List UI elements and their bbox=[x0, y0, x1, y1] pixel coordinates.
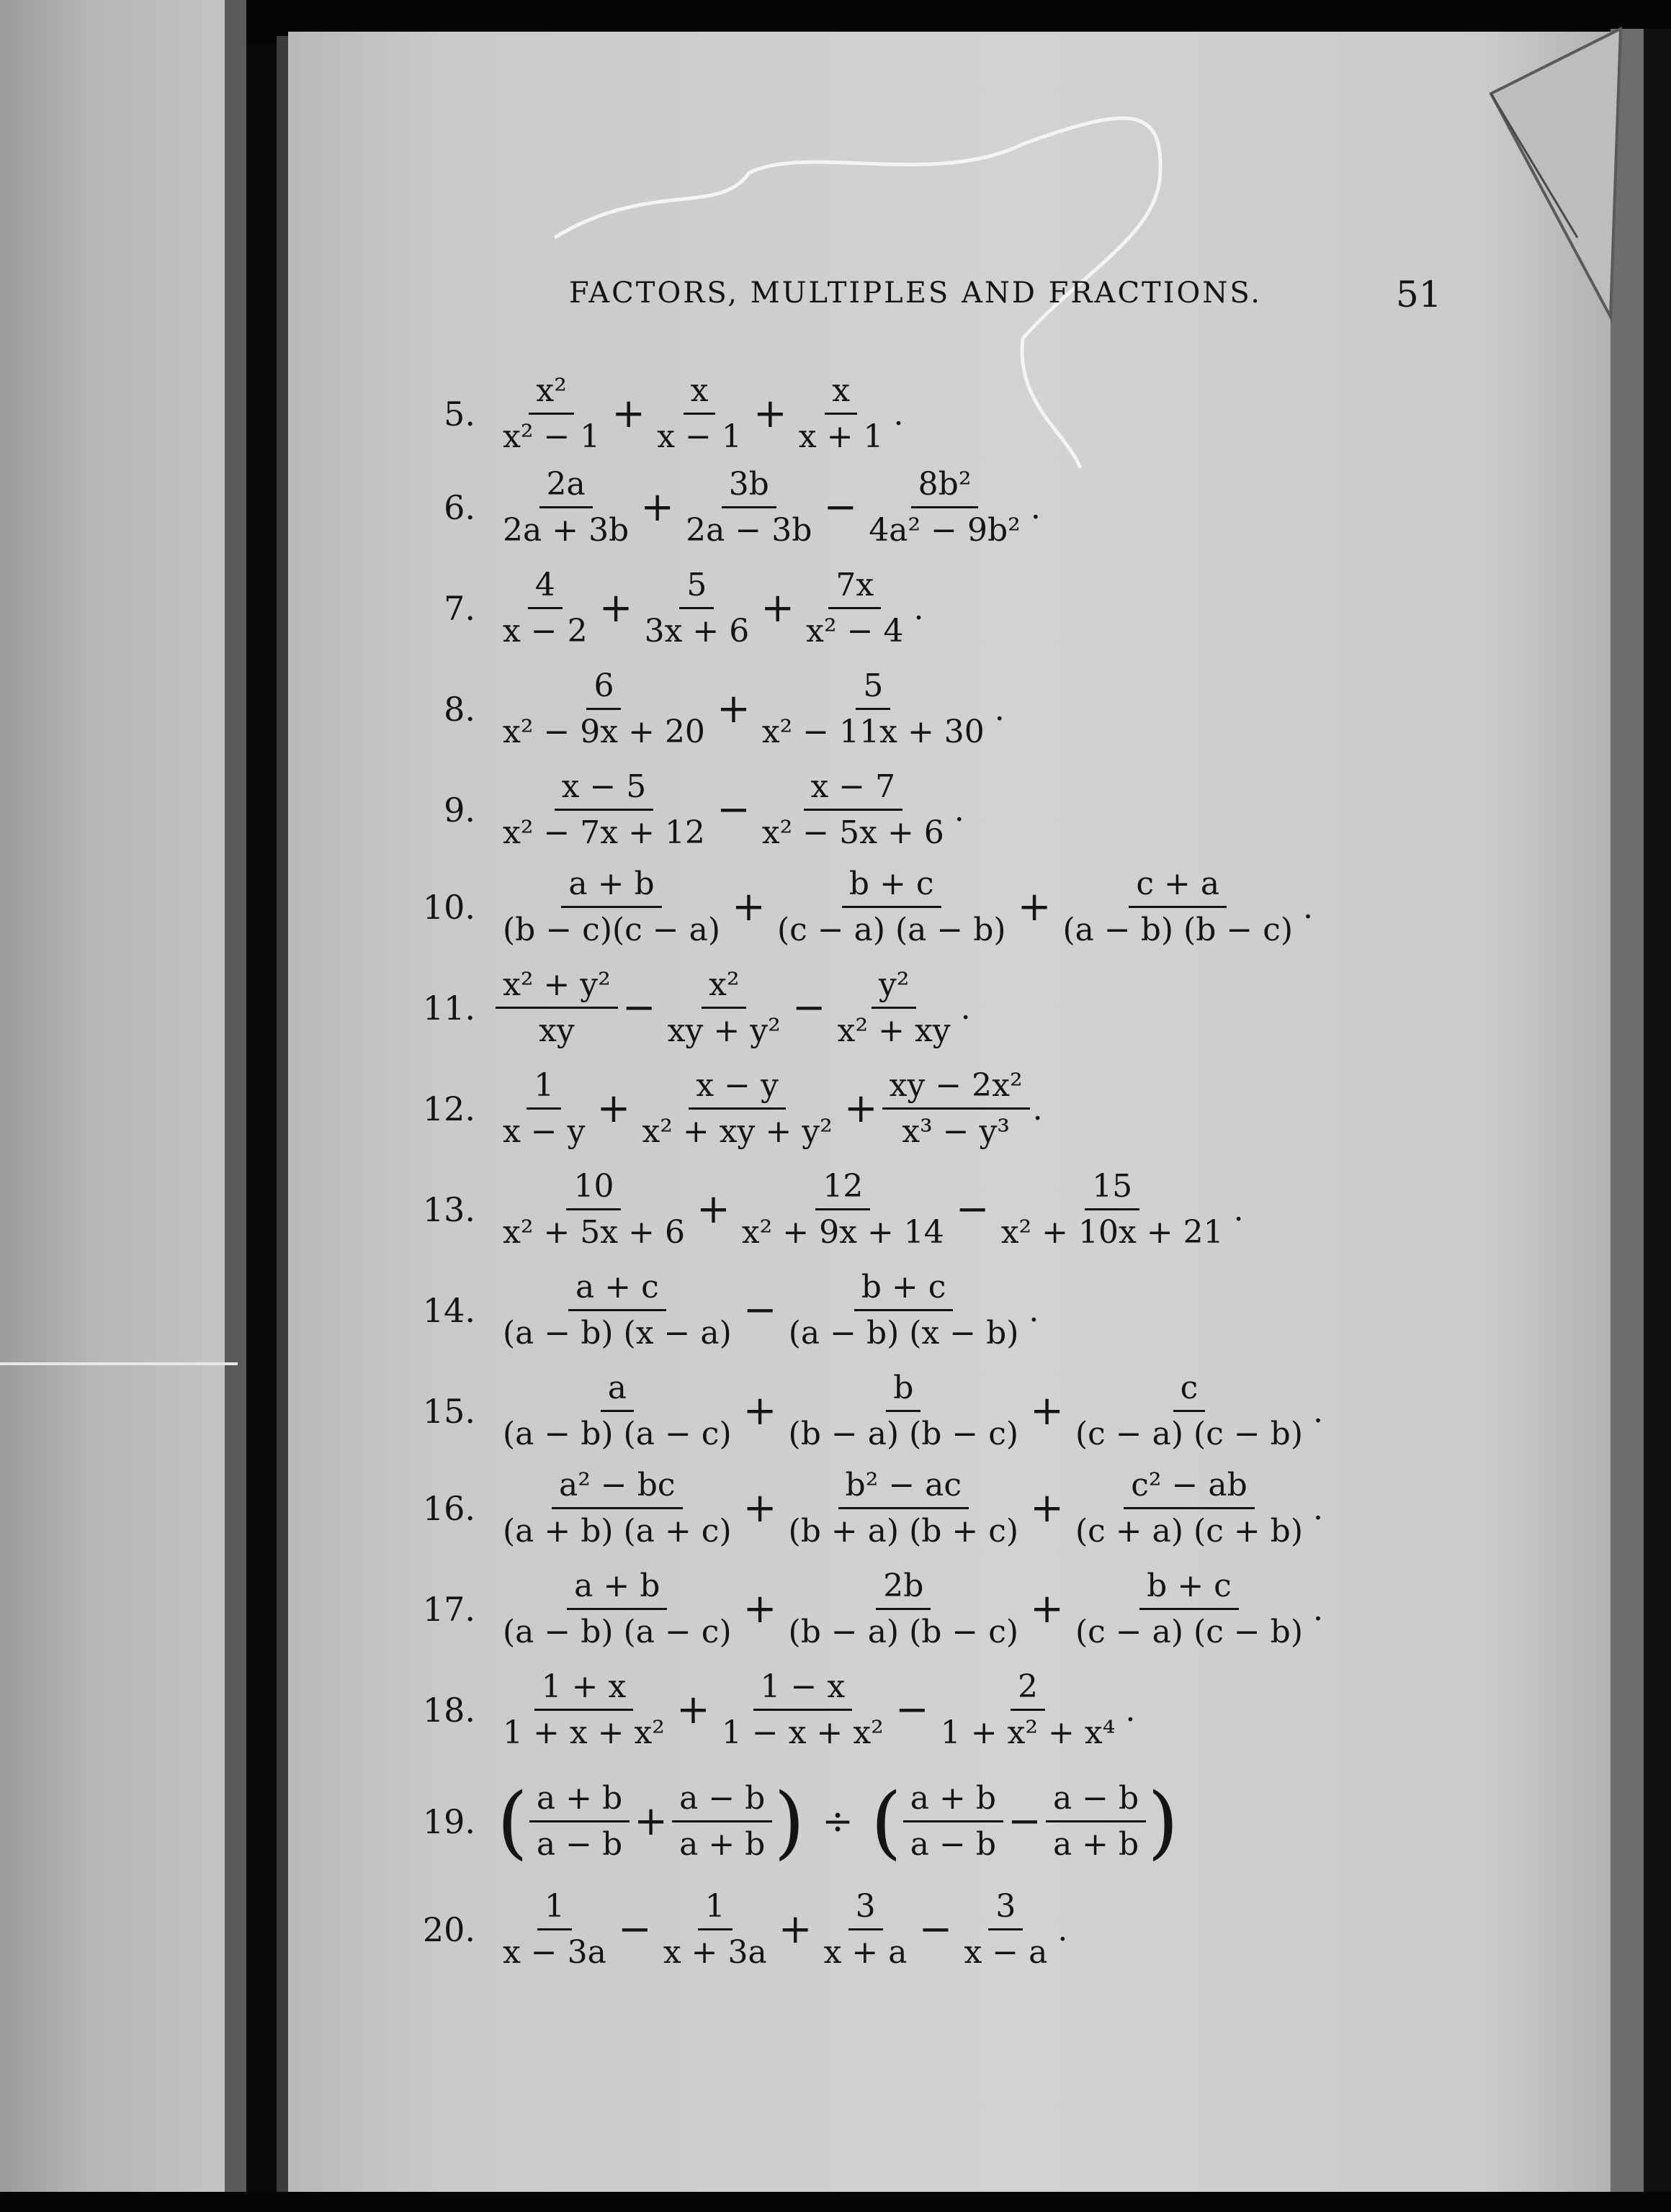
fraction bbox=[882, 1068, 1030, 1150]
operator: + bbox=[732, 884, 766, 930]
exercise-item bbox=[389, 1567, 1324, 1650]
fraction bbox=[496, 1370, 739, 1452]
operator: − bbox=[743, 1287, 777, 1334]
numerator: x − 7 bbox=[804, 769, 903, 811]
end-punctuation: . bbox=[1313, 1490, 1324, 1527]
numerator: 1 bbox=[698, 1889, 733, 1930]
exercise-number: 13. bbox=[422, 1190, 475, 1229]
exercise-item bbox=[389, 1668, 1136, 1751]
exercise-item bbox=[389, 968, 971, 1048]
fraction bbox=[660, 967, 788, 1049]
fraction bbox=[496, 467, 636, 549]
fraction bbox=[656, 1889, 774, 1971]
numerator: 8b² bbox=[911, 467, 979, 508]
numerator: a bbox=[601, 1370, 634, 1412]
numerator: 3 bbox=[988, 1889, 1023, 1930]
end-punctuation: . bbox=[1030, 489, 1041, 526]
expression bbox=[496, 1370, 1323, 1452]
numerator: x bbox=[684, 373, 716, 415]
divide-operator: ÷ bbox=[822, 1800, 854, 1843]
fraction bbox=[994, 1169, 1231, 1251]
exercise-number: 7. bbox=[444, 589, 475, 628]
end-punctuation: . bbox=[1303, 889, 1314, 926]
exercise-number: 10. bbox=[422, 888, 475, 927]
denominator: (c − a) (c − b) bbox=[1075, 1613, 1304, 1650]
fraction bbox=[496, 1568, 739, 1650]
numerator: x² bbox=[702, 967, 746, 1009]
expression bbox=[496, 1889, 1067, 1971]
fraction bbox=[1055, 866, 1300, 948]
fraction bbox=[496, 1169, 692, 1251]
exercise-item bbox=[389, 374, 903, 454]
denominator: x² + xy + y² bbox=[642, 1112, 833, 1150]
expression bbox=[496, 1669, 1135, 1751]
exercise-item bbox=[389, 566, 924, 649]
denominator: x − a bbox=[964, 1933, 1048, 1971]
end-punctuation: . bbox=[913, 590, 924, 627]
operator: + bbox=[1017, 884, 1052, 930]
operator: − bbox=[1008, 1798, 1041, 1845]
expression bbox=[496, 1169, 1244, 1251]
exercise-number: 6. bbox=[444, 488, 475, 527]
denominator: (b − a) (b − c) bbox=[788, 1415, 1019, 1452]
denominator: a + b bbox=[679, 1825, 766, 1863]
numerator: b² − ac bbox=[838, 1467, 969, 1509]
denominator: (a − b) (b − c) bbox=[1062, 911, 1294, 948]
end-punctuation: . bbox=[1313, 1591, 1324, 1628]
numerator: x² bbox=[529, 373, 573, 415]
fraction bbox=[1068, 1370, 1310, 1452]
fraction bbox=[817, 1889, 915, 1971]
end-punctuation: . bbox=[1057, 1911, 1068, 1948]
fraction bbox=[496, 567, 595, 649]
denominator: x² + 10x + 21 bbox=[1000, 1213, 1224, 1251]
fraction bbox=[1046, 1781, 1146, 1863]
fraction bbox=[781, 1568, 1026, 1650]
fraction bbox=[781, 1370, 1026, 1452]
operator: + bbox=[596, 1085, 631, 1132]
numerator: xy − 2x² bbox=[882, 1068, 1030, 1110]
left-parenthesis: ( bbox=[497, 1776, 528, 1868]
numerator: 1 bbox=[537, 1889, 572, 1930]
operator: + bbox=[743, 1586, 777, 1632]
fraction bbox=[496, 1269, 739, 1352]
denominator: x² − 7x + 12 bbox=[503, 814, 705, 851]
fraction bbox=[678, 467, 819, 549]
left-parenthesis: ( bbox=[870, 1776, 902, 1868]
denominator: a + b bbox=[1052, 1825, 1139, 1863]
expression bbox=[496, 567, 923, 649]
denominator: 3x + 6 bbox=[644, 612, 750, 649]
exercise-number: 8. bbox=[444, 690, 475, 729]
numerator: 1 − x bbox=[753, 1669, 853, 1711]
numerator: 3 bbox=[848, 1889, 883, 1930]
numerator: x − y bbox=[689, 1068, 786, 1110]
fraction bbox=[496, 1669, 672, 1751]
end-punctuation: . bbox=[1032, 1090, 1043, 1128]
numerator: a + b bbox=[561, 866, 661, 908]
denominator: 2a + 3b bbox=[503, 511, 630, 549]
right-parenthesis: ) bbox=[774, 1776, 805, 1868]
exercise-number: 15. bbox=[422, 1392, 475, 1431]
exercise-item bbox=[389, 1369, 1324, 1452]
operator: − bbox=[792, 984, 826, 1031]
operator: + bbox=[743, 1485, 777, 1532]
expression bbox=[496, 1068, 1043, 1150]
numerator: a − b bbox=[672, 1781, 772, 1822]
fraction bbox=[957, 1889, 1054, 1971]
exercise-item bbox=[389, 770, 964, 850]
expression bbox=[496, 373, 903, 455]
exercise-item bbox=[389, 1887, 1068, 1971]
denominator: (b + a) (b + c) bbox=[788, 1512, 1019, 1550]
numerator: 6 bbox=[586, 668, 621, 710]
operator: − bbox=[918, 1906, 953, 1953]
denominator: xy + y² bbox=[667, 1012, 781, 1049]
denominator: x² − 1 bbox=[503, 418, 601, 455]
denominator: x − y bbox=[503, 1112, 586, 1150]
fraction bbox=[496, 1068, 593, 1150]
operator: + bbox=[843, 1085, 878, 1132]
numerator: x − 5 bbox=[555, 769, 654, 811]
fraction bbox=[799, 567, 910, 649]
numerator: 5 bbox=[856, 668, 890, 710]
page-number: 51 bbox=[1396, 274, 1442, 315]
running-header: FACTORS, MULTIPLES AND FRACTIONS. bbox=[569, 276, 1263, 310]
exercise-item bbox=[389, 1066, 1043, 1150]
numerator: x² + y² bbox=[496, 967, 618, 1009]
operator: + bbox=[599, 585, 633, 631]
fraction bbox=[781, 1467, 1026, 1550]
denominator: x + 1 bbox=[798, 418, 884, 455]
expression bbox=[496, 1568, 1323, 1650]
numerator: 5 bbox=[679, 567, 714, 609]
operator: − bbox=[617, 1906, 652, 1953]
operator: + bbox=[753, 390, 787, 437]
numerator: a + b bbox=[529, 1781, 630, 1822]
exercise-number: 17. bbox=[422, 1590, 475, 1629]
numerator: 2 bbox=[1011, 1669, 1045, 1711]
denominator: x + 3a bbox=[663, 1933, 767, 1971]
denominator: 1 − x + x² bbox=[721, 1714, 884, 1751]
denominator: x² − 4 bbox=[806, 612, 904, 649]
operator: + bbox=[634, 1798, 668, 1845]
operator: − bbox=[823, 484, 858, 531]
denominator: (c + a) (c + b) bbox=[1075, 1512, 1304, 1550]
fraction bbox=[496, 769, 712, 851]
fraction bbox=[735, 1169, 951, 1251]
denominator: (c − a) (a − b) bbox=[776, 911, 1006, 948]
denominator: (a − b) (x − a) bbox=[503, 1314, 732, 1352]
fraction bbox=[781, 1269, 1026, 1352]
denominator: (a − b) (a − c) bbox=[503, 1415, 732, 1452]
end-punctuation: . bbox=[1125, 1691, 1136, 1729]
exercise-item bbox=[389, 1466, 1324, 1550]
expression bbox=[496, 1269, 1039, 1352]
operator: − bbox=[895, 1686, 929, 1733]
operator: + bbox=[611, 390, 646, 437]
denominator: x² − 11x + 30 bbox=[761, 713, 985, 750]
expression bbox=[496, 769, 964, 851]
fraction bbox=[496, 967, 618, 1049]
fraction bbox=[496, 668, 712, 750]
operator: + bbox=[1030, 1388, 1064, 1434]
fraction bbox=[792, 373, 891, 455]
numerator: 12 bbox=[815, 1169, 870, 1210]
exercise-number: 18. bbox=[422, 1691, 475, 1730]
denominator: xy bbox=[539, 1012, 575, 1049]
numerator: b bbox=[886, 1370, 920, 1412]
numerator: a − b bbox=[1046, 1781, 1146, 1822]
denominator: (a + b) (a + c) bbox=[503, 1512, 732, 1550]
fraction bbox=[496, 866, 727, 948]
exercise-number: 14. bbox=[422, 1291, 475, 1330]
numerator: b + c bbox=[854, 1269, 954, 1311]
numerator: 1 bbox=[527, 1068, 561, 1110]
expression bbox=[496, 467, 1041, 549]
operator: − bbox=[716, 786, 751, 833]
operator: + bbox=[761, 585, 795, 631]
denominator: a − b bbox=[910, 1825, 997, 1863]
end-punctuation: . bbox=[960, 989, 971, 1027]
exercise-item bbox=[389, 465, 1041, 549]
operator: + bbox=[743, 1388, 777, 1434]
exercise-number: 16. bbox=[422, 1489, 475, 1528]
fraction bbox=[1068, 1568, 1310, 1650]
numerator: a + c bbox=[568, 1269, 666, 1311]
denominator: x² + 5x + 6 bbox=[503, 1213, 685, 1251]
exercise-number: 11. bbox=[422, 989, 475, 1028]
numerator: 2b bbox=[876, 1568, 931, 1610]
fraction bbox=[637, 567, 757, 649]
operator: + bbox=[778, 1906, 812, 1953]
end-punctuation: . bbox=[1313, 1393, 1324, 1430]
denominator: 1 + x + x² bbox=[503, 1714, 665, 1751]
expression bbox=[496, 1776, 1180, 1868]
operator: + bbox=[1030, 1586, 1064, 1632]
fraction bbox=[529, 1781, 630, 1863]
denominator: x² + 9x + 14 bbox=[741, 1213, 944, 1251]
numerator: x bbox=[825, 373, 857, 415]
exercise-item bbox=[389, 1268, 1039, 1352]
exercise-item bbox=[389, 667, 1005, 750]
exercise-number: 12. bbox=[422, 1089, 475, 1128]
fraction bbox=[770, 866, 1013, 948]
denominator: x − 3a bbox=[503, 1933, 606, 1971]
operator: − bbox=[622, 984, 656, 1031]
denominator: 1 + x² + x⁴ bbox=[940, 1714, 1116, 1751]
numerator: 1 + x bbox=[534, 1669, 634, 1711]
numerator: 3b bbox=[722, 467, 776, 508]
fraction bbox=[861, 467, 1028, 549]
denominator: (c − a) (c − b) bbox=[1075, 1415, 1304, 1452]
fraction bbox=[1068, 1467, 1310, 1550]
numerator: 15 bbox=[1085, 1169, 1139, 1210]
exercise-item bbox=[389, 1167, 1244, 1251]
fraction bbox=[496, 1467, 739, 1550]
operator: + bbox=[640, 484, 675, 531]
denominator: x² + xy bbox=[837, 1012, 951, 1049]
denominator: (a − b) (x − b) bbox=[788, 1314, 1019, 1352]
fraction bbox=[650, 373, 749, 455]
numerator: 2a bbox=[539, 467, 593, 508]
numerator: y² bbox=[872, 967, 917, 1009]
numerator: c + a bbox=[1129, 866, 1227, 908]
denominator: x − 2 bbox=[503, 612, 588, 649]
exercise-number: 20. bbox=[422, 1910, 475, 1949]
fraction bbox=[830, 967, 958, 1049]
denominator: (b − a) (b − c) bbox=[788, 1613, 1019, 1650]
numerator: a + b bbox=[567, 1568, 667, 1610]
expression bbox=[496, 866, 1313, 948]
expression bbox=[496, 967, 971, 1049]
numerator: b + c bbox=[1139, 1568, 1239, 1610]
numerator: c² − ab bbox=[1124, 1467, 1255, 1509]
denominator: x³ − y³ bbox=[902, 1112, 1011, 1150]
exercise-number: 19. bbox=[422, 1802, 475, 1841]
operator: + bbox=[716, 685, 751, 732]
expression bbox=[496, 668, 1005, 750]
fraction bbox=[755, 769, 951, 851]
numerator: a² − bc bbox=[552, 1467, 683, 1509]
fraction bbox=[635, 1068, 839, 1150]
numerator: 7x bbox=[828, 567, 881, 609]
fraction bbox=[755, 668, 992, 750]
fraction bbox=[496, 373, 607, 455]
numerator: 4 bbox=[528, 567, 563, 609]
fraction bbox=[903, 1781, 1003, 1863]
denominator: a − b bbox=[536, 1825, 623, 1863]
operator: + bbox=[676, 1686, 710, 1733]
numerator: a + b bbox=[903, 1781, 1003, 1822]
right-parenthesis: ) bbox=[1147, 1776, 1179, 1868]
fraction bbox=[933, 1669, 1123, 1751]
end-punctuation: . bbox=[1233, 1191, 1244, 1228]
denominator: x − 1 bbox=[657, 418, 742, 455]
fraction bbox=[672, 1781, 772, 1863]
exercise-item bbox=[389, 1776, 1180, 1868]
denominator: (b − c)(c − a) bbox=[503, 911, 721, 948]
operator: + bbox=[1030, 1485, 1064, 1532]
numerator: 10 bbox=[566, 1169, 621, 1210]
numerator: b + c bbox=[842, 866, 941, 908]
expression bbox=[496, 1467, 1323, 1550]
denominator: 2a − 3b bbox=[686, 511, 812, 549]
denominator: x² − 9x + 20 bbox=[503, 713, 705, 750]
fraction bbox=[496, 1889, 614, 1971]
operator: − bbox=[955, 1186, 990, 1233]
exercise-number: 5. bbox=[444, 395, 475, 433]
end-punctuation: . bbox=[954, 791, 964, 829]
fraction bbox=[714, 1669, 891, 1751]
denominator: x + a bbox=[823, 1933, 908, 1971]
end-punctuation: . bbox=[1029, 1292, 1039, 1329]
end-punctuation: . bbox=[994, 691, 1005, 728]
exercise-number: 9. bbox=[444, 791, 475, 830]
operator: + bbox=[696, 1186, 730, 1233]
denominator: 4a² − 9b² bbox=[869, 511, 1021, 549]
end-punctuation: . bbox=[893, 395, 904, 433]
exercise-item bbox=[389, 865, 1314, 948]
numerator: c bbox=[1173, 1370, 1206, 1412]
denominator: x² − 5x + 6 bbox=[761, 814, 944, 851]
denominator: (a − b) (a − c) bbox=[503, 1613, 732, 1650]
